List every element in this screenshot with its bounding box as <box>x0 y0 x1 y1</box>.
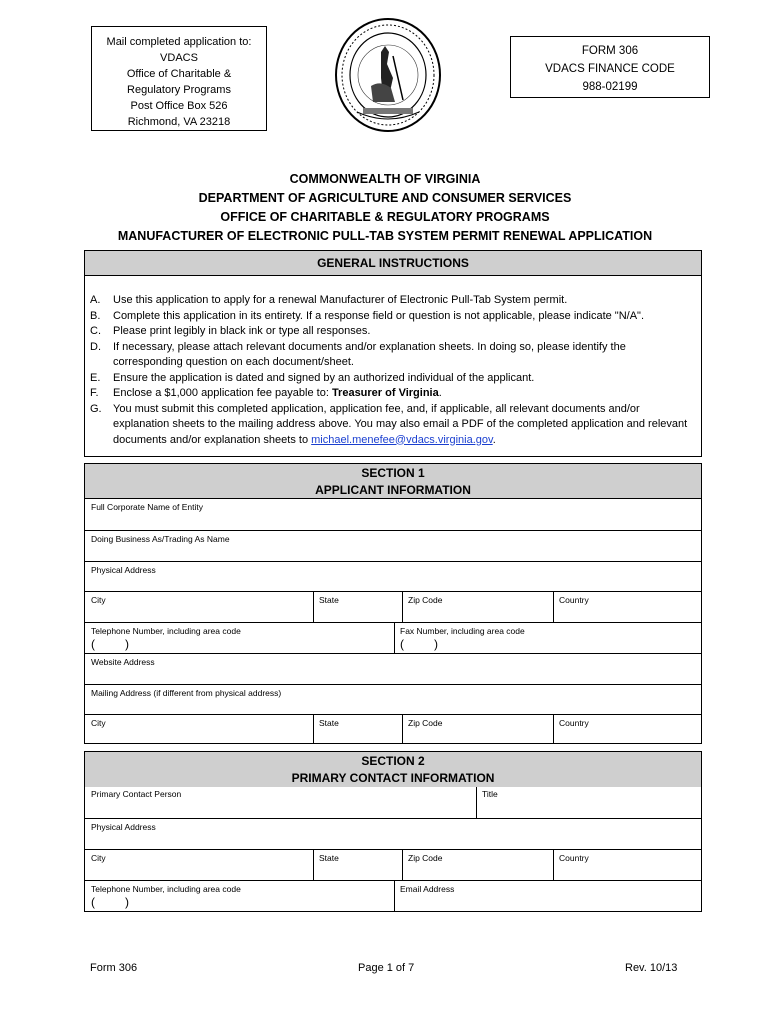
section-2-header <box>85 752 701 787</box>
divider <box>402 591 403 622</box>
contact-state-field[interactable] <box>313 849 402 880</box>
item-letter: F. <box>90 387 99 399</box>
item-text: Complete this application in its entirety. If a response field or question is not applicable, please indicate "N/A". <box>113 309 645 322</box>
divider <box>476 787 477 818</box>
title-line: DEPARTMENT OF AGRICULTURE AND CONSUMER SERVICES <box>198 191 572 205</box>
field-label: Physical Address <box>91 565 156 575</box>
field-label: Email Address <box>400 884 455 894</box>
form-line: VDACS FINANCE CODE <box>545 63 675 75</box>
paren-open: ( <box>91 637 95 651</box>
instructions-header: GENERAL INSTRUCTIONS <box>85 251 701 276</box>
contact-person-field[interactable] <box>85 787 476 818</box>
contact-country-field[interactable] <box>553 849 701 880</box>
list-item <box>90 386 690 402</box>
mail-line: VDACS <box>160 52 198 64</box>
title-line: MANUFACTURER OF ELECTRONIC PULL-TAB SYSTEM PERMIT RENEWAL APPLICATION <box>117 229 653 243</box>
field-label: State <box>319 853 339 863</box>
virginia-seal-icon <box>333 16 443 134</box>
payee-name: Treasurer of Virginia <box>331 387 439 399</box>
form-line: FORM 306 <box>581 45 639 57</box>
list-item <box>90 309 690 325</box>
section-number: SECTION 2 <box>361 754 425 768</box>
field-label: Telephone Number, including area code <box>91 626 241 636</box>
mail-line: Post Office Box 526 <box>130 100 228 112</box>
section-1-header <box>85 464 701 499</box>
mail-line: Regulatory Programs <box>127 84 231 96</box>
paren-open: ( <box>400 637 404 651</box>
contact-telephone-field[interactable] <box>85 880 394 911</box>
paren-open: ( <box>91 895 95 909</box>
field-label: Country <box>559 718 589 728</box>
title-field[interactable] <box>476 787 701 818</box>
list-item <box>90 324 690 340</box>
item-text: Enclose a $1,000 application fee payable to: <box>113 387 332 399</box>
section-title: PRIMARY CONTACT INFORMATION <box>291 771 495 785</box>
contact-zip-field[interactable] <box>402 849 553 880</box>
field-label: Title <box>482 789 498 799</box>
mail-line: Richmond, VA 23218 <box>127 116 231 128</box>
section-number: SECTION 1 <box>361 466 425 480</box>
zip-field[interactable] <box>402 591 553 622</box>
item-text: Please print legibly in black ink or type all responses. <box>113 325 371 337</box>
field-label: Zip Code <box>408 718 443 728</box>
contact-physical-address-field[interactable] <box>85 818 701 849</box>
footer-form-number: Form 306 <box>90 962 138 974</box>
mailing-address-box <box>91 26 267 131</box>
item-letter: C. <box>90 325 101 337</box>
contact-city-field[interactable] <box>85 849 313 880</box>
divider <box>313 849 314 880</box>
country-field-2[interactable] <box>553 714 701 743</box>
mailing-address-field[interactable] <box>85 684 701 714</box>
section-title: APPLICANT INFORMATION <box>315 483 471 497</box>
paren-close: ) <box>125 895 129 909</box>
fax-field[interactable] <box>394 622 701 653</box>
field-label: City <box>91 853 106 863</box>
list-item <box>90 402 690 449</box>
country-field[interactable] <box>553 591 701 622</box>
divider <box>553 714 554 743</box>
city-field[interactable] <box>85 591 313 622</box>
title-line: COMMONWEALTH OF VIRGINIA <box>289 172 481 186</box>
item-text-end: . <box>492 433 496 446</box>
telephone-field[interactable] <box>85 622 394 653</box>
item-text-end: . <box>438 387 442 399</box>
state-field-2[interactable] <box>313 714 402 743</box>
city-field-2[interactable] <box>85 714 313 743</box>
zip-field-2[interactable] <box>402 714 553 743</box>
item-text: If necessary, please attach relevant documents and/or explanation sheets. In doing so, please identify the corresponding question on each document/sheet. <box>113 340 626 368</box>
field-label: Primary Contact Person <box>91 789 182 799</box>
corp-name-field[interactable] <box>85 499 701 530</box>
footer-revision: Rev. 10/13 <box>625 962 678 974</box>
document-titles <box>0 170 770 246</box>
field-label: Physical Address <box>91 822 156 832</box>
divider <box>313 714 314 743</box>
list-item <box>90 293 690 309</box>
field-label: Fax Number, including area code <box>400 626 525 636</box>
form-number-box <box>510 36 710 98</box>
divider <box>394 880 395 911</box>
item-letter: A. <box>90 294 101 306</box>
field-label: Website Address <box>91 657 155 667</box>
divider <box>402 714 403 743</box>
divider <box>402 849 403 880</box>
field-label: Country <box>559 853 589 863</box>
field-label: Mailing Address (if different from physical address) <box>91 688 282 698</box>
field-label: City <box>91 595 106 605</box>
item-letter: E. <box>90 371 101 384</box>
field-label: State <box>319 595 339 605</box>
item-letter: B. <box>90 309 101 322</box>
form-line: 988-02199 <box>582 81 638 93</box>
field-label: Zip Code <box>408 595 443 605</box>
list-item <box>90 340 690 371</box>
website-field[interactable] <box>85 653 701 684</box>
item-text: Ensure the application is dated and signed by an authorized individual of the applicant. <box>113 371 535 384</box>
dba-field[interactable] <box>85 530 701 561</box>
item-letter: G. <box>90 402 102 415</box>
mail-line: Mail completed application to: <box>106 36 252 48</box>
section-2-box <box>84 751 702 912</box>
divider <box>553 591 554 622</box>
list-item <box>90 371 690 387</box>
field-label: Zip Code <box>408 853 443 863</box>
contact-email-field[interactable] <box>394 880 701 911</box>
field-label: State <box>319 718 339 728</box>
field-label: Telephone Number, including area code <box>91 884 241 894</box>
section-1-box <box>84 463 702 744</box>
state-field[interactable] <box>313 591 402 622</box>
divider <box>553 849 554 880</box>
paren-close: ) <box>125 637 129 651</box>
field-label: Country <box>559 595 589 605</box>
footer-page-number: Page 1 of 7 <box>358 962 415 974</box>
field-label: City <box>91 718 106 728</box>
title-line: OFFICE OF CHARITABLE & REGULATORY PROGRAMS <box>220 210 550 224</box>
item-letter: D. <box>90 340 101 353</box>
item-text: Use this application to apply for a renewal Manufacturer of Electronic Pull-Tab System permit. <box>113 294 568 306</box>
instructions-list <box>90 293 690 448</box>
divider <box>394 622 395 653</box>
mail-line: Office of Charitable & <box>126 68 232 80</box>
physical-address-field[interactable] <box>85 561 701 591</box>
item-text: You must submit this completed application, application fee, and, if applicable, all relevant documents and/or explanation sheets to the mailing address above. You may also email a PDF of the completed application and relevant documents and/or explanation sheets to <box>113 402 688 446</box>
divider <box>313 591 314 622</box>
field-label: Full Corporate Name of Entity <box>91 502 203 512</box>
field-label: Doing Business As/Trading As Name <box>91 534 230 544</box>
paren-close: ) <box>434 637 438 651</box>
email-link[interactable]: michael.menefee@vdacs.virginia.gov <box>311 433 493 446</box>
